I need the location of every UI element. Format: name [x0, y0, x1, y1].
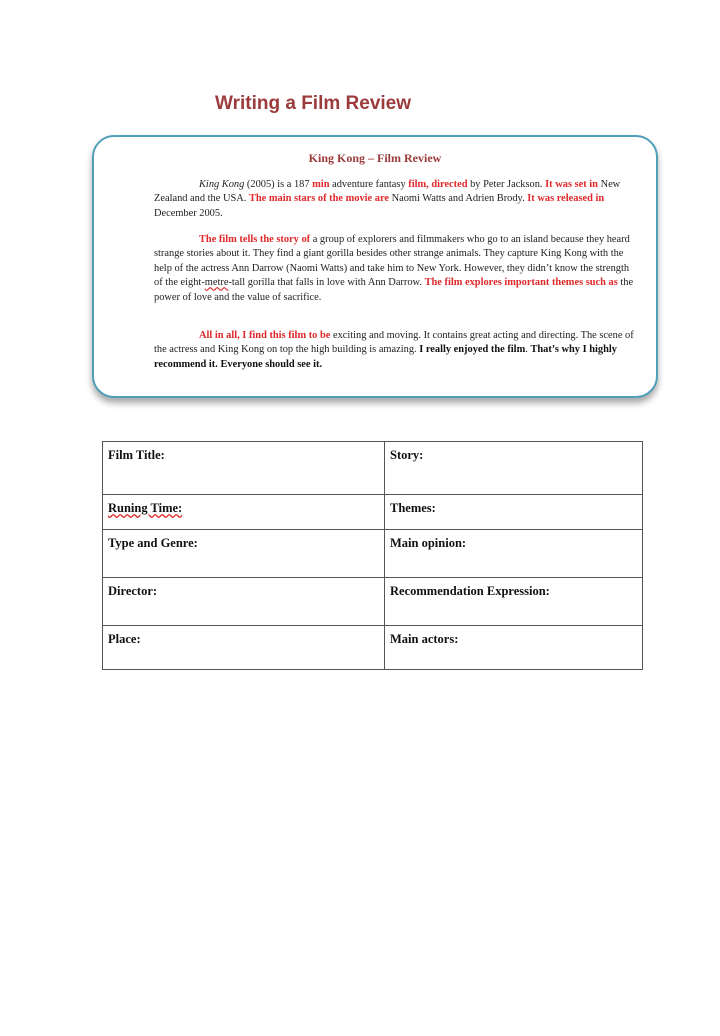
- text-run: by Peter Jackson.: [467, 179, 546, 190]
- text-run: (2005) is a 187: [244, 179, 313, 190]
- text-run: That’s why I highly recommend it. Everyone should see it.: [154, 344, 617, 370]
- table-row: [103, 578, 643, 626]
- text-run: film, directed: [408, 179, 468, 190]
- text-run: It was set in: [545, 179, 598, 190]
- review-paragraph-2: [154, 233, 634, 305]
- table-cell-running-time: [103, 495, 385, 530]
- text-run: The film tells the story of: [199, 234, 311, 245]
- text-run: the power of love and the value of sacrifice.: [154, 277, 634, 303]
- table-cell-director: Director:: [103, 578, 385, 626]
- table-row: [103, 442, 643, 495]
- page-heading: Writing a Film Review: [215, 93, 412, 114]
- text-run: Naomi Watts and Adrien Brody.: [389, 193, 528, 205]
- table-cell-themes: Themes:: [385, 495, 643, 530]
- text-run: metre: [204, 277, 229, 289]
- review-paragraph-3: [154, 329, 634, 372]
- table-cell-place: Place:: [103, 626, 385, 670]
- film-review-box: [92, 135, 658, 398]
- table-cell-recommendation: Recommendation Expression:: [385, 578, 643, 626]
- text-run: adventure fantasy: [329, 179, 409, 190]
- review-planning-table: [102, 441, 643, 670]
- table-row: [103, 530, 643, 578]
- text-run: The main stars of the movie are: [248, 193, 389, 205]
- table-cell-story: Story:: [385, 442, 643, 495]
- review-paragraph-1: [154, 178, 634, 221]
- text-run: The film explores important themes such as: [424, 277, 618, 289]
- table-cell-type-genre: Type and Genre:: [103, 530, 385, 578]
- text-run: December 2005.: [154, 207, 223, 219]
- text-run: It was released in: [527, 193, 605, 205]
- table-cell-main-actors: Main actors:: [385, 626, 643, 670]
- review-title: King Kong – Film Review: [308, 151, 442, 165]
- table-row: [103, 626, 643, 670]
- table-row: [103, 495, 643, 530]
- text-run: -tall gorilla that falls in love with Ann Darrow.: [228, 277, 425, 289]
- text-run: min: [312, 179, 330, 190]
- text-run: a group of explorers and filmmakers who go to an island because they heard strange stories about it. They find a giant gorilla besides other strange animals. They capture King Kong with the help of the actress Ann Darrow (Naomi Watts) and take him to New York. However, they didn’t know the strength of the eight-: [154, 234, 630, 289]
- text-run: I really enjoyed the film: [419, 344, 526, 356]
- text-run: All in all, I find this film to be: [199, 330, 331, 341]
- text-run: .: [525, 344, 531, 356]
- text-run: exciting and moving. It contains great acting and directing. The scene of the actress and King Kong on top the high building is amazing.: [154, 330, 634, 356]
- text-run: King Kong: [199, 179, 245, 190]
- text-run: New Zealand and the USA.: [154, 179, 621, 205]
- table-cell-film-title: Film Title:: [103, 442, 385, 495]
- table-cell-main-opinion: Main opinion:: [385, 530, 643, 578]
- running-time-label: Runing Time:: [108, 501, 183, 515]
